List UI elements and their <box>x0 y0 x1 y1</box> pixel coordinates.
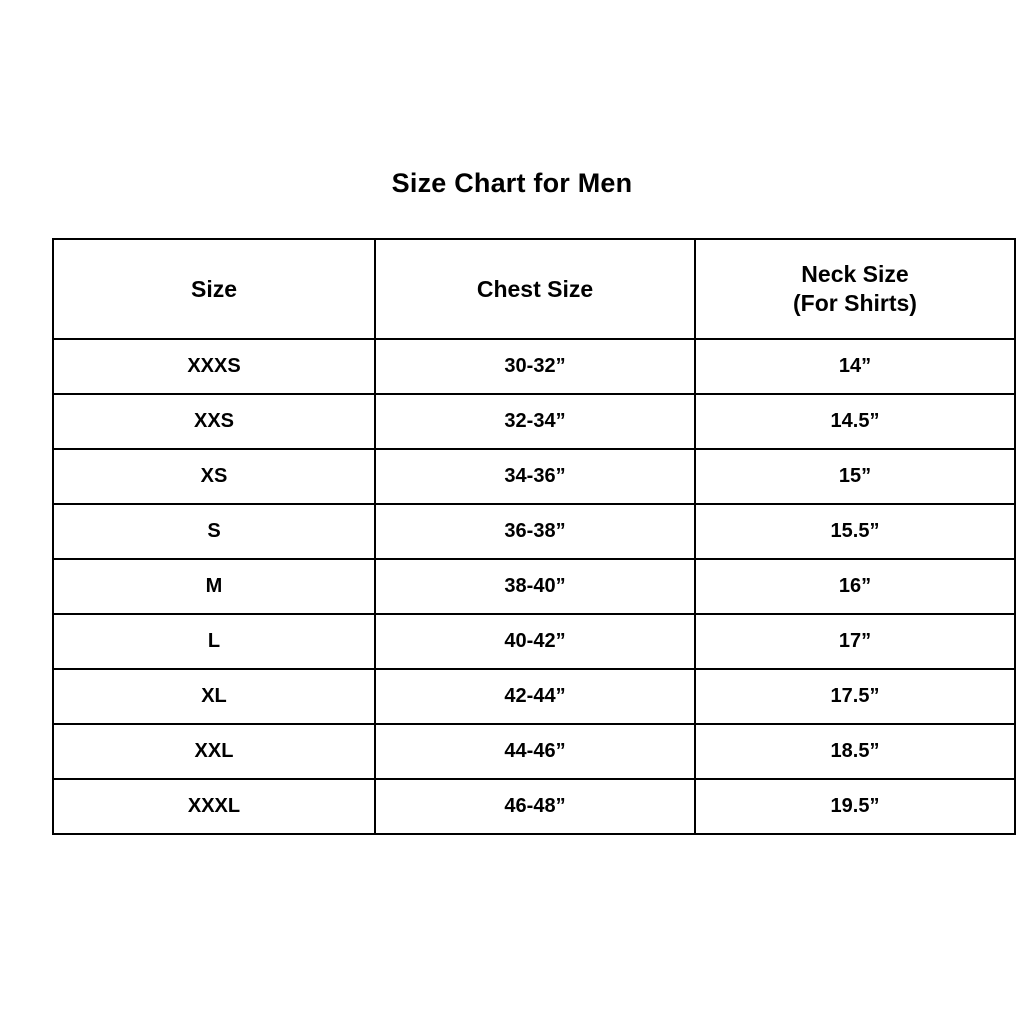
column-header-chest-size-label: Chest Size <box>476 275 594 302</box>
table-row <box>53 394 1015 449</box>
cell-chest: 30-32” <box>375 339 695 394</box>
column-header-size <box>53 239 375 339</box>
cell-neck: 17.5” <box>695 669 1015 724</box>
size-chart-table-wrapper <box>52 238 972 835</box>
table-row <box>53 669 1015 724</box>
cell-neck: 18.5” <box>695 724 1015 779</box>
cell-neck: 15.5” <box>695 504 1015 559</box>
page-title: Size Chart for Men <box>391 168 633 198</box>
cell-chest: 34-36” <box>375 449 695 504</box>
table-row <box>53 614 1015 669</box>
cell-size: XS <box>53 449 375 504</box>
table-header <box>53 239 1015 339</box>
cell-neck: 17” <box>695 614 1015 669</box>
table-row <box>53 779 1015 834</box>
cell-neck: 14” <box>695 339 1015 394</box>
cell-size: S <box>53 504 375 559</box>
cell-size: XXXL <box>53 779 375 834</box>
table-body <box>53 339 1015 834</box>
cell-neck: 16” <box>695 559 1015 614</box>
column-header-neck-size <box>695 239 1015 339</box>
cell-neck: 19.5” <box>695 779 1015 834</box>
size-chart-table <box>52 238 1016 835</box>
table-row <box>53 504 1015 559</box>
cell-size: XL <box>53 669 375 724</box>
cell-neck: 15” <box>695 449 1015 504</box>
cell-neck: 14.5” <box>695 394 1015 449</box>
cell-size: L <box>53 614 375 669</box>
cell-chest: 44-46” <box>375 724 695 779</box>
column-header-size-label: Size <box>190 275 238 302</box>
cell-chest: 36-38” <box>375 504 695 559</box>
cell-size: XXXS <box>53 339 375 394</box>
cell-chest: 42-44” <box>375 669 695 724</box>
cell-chest: 40-42” <box>375 614 695 669</box>
cell-size: XXL <box>53 724 375 779</box>
table-row <box>53 449 1015 504</box>
cell-size: M <box>53 559 375 614</box>
cell-chest: 38-40” <box>375 559 695 614</box>
table-row <box>53 559 1015 614</box>
cell-chest: 46-48” <box>375 779 695 834</box>
column-header-chest-size <box>375 239 695 339</box>
table-row <box>53 339 1015 394</box>
column-header-neck-size-sublabel: (For Shirts) <box>793 290 917 316</box>
column-header-neck-size-label: Neck Size <box>801 261 909 288</box>
table-row <box>53 724 1015 779</box>
cell-chest: 32-34” <box>375 394 695 449</box>
table-header-row <box>53 239 1015 339</box>
cell-size: XXS <box>53 394 375 449</box>
